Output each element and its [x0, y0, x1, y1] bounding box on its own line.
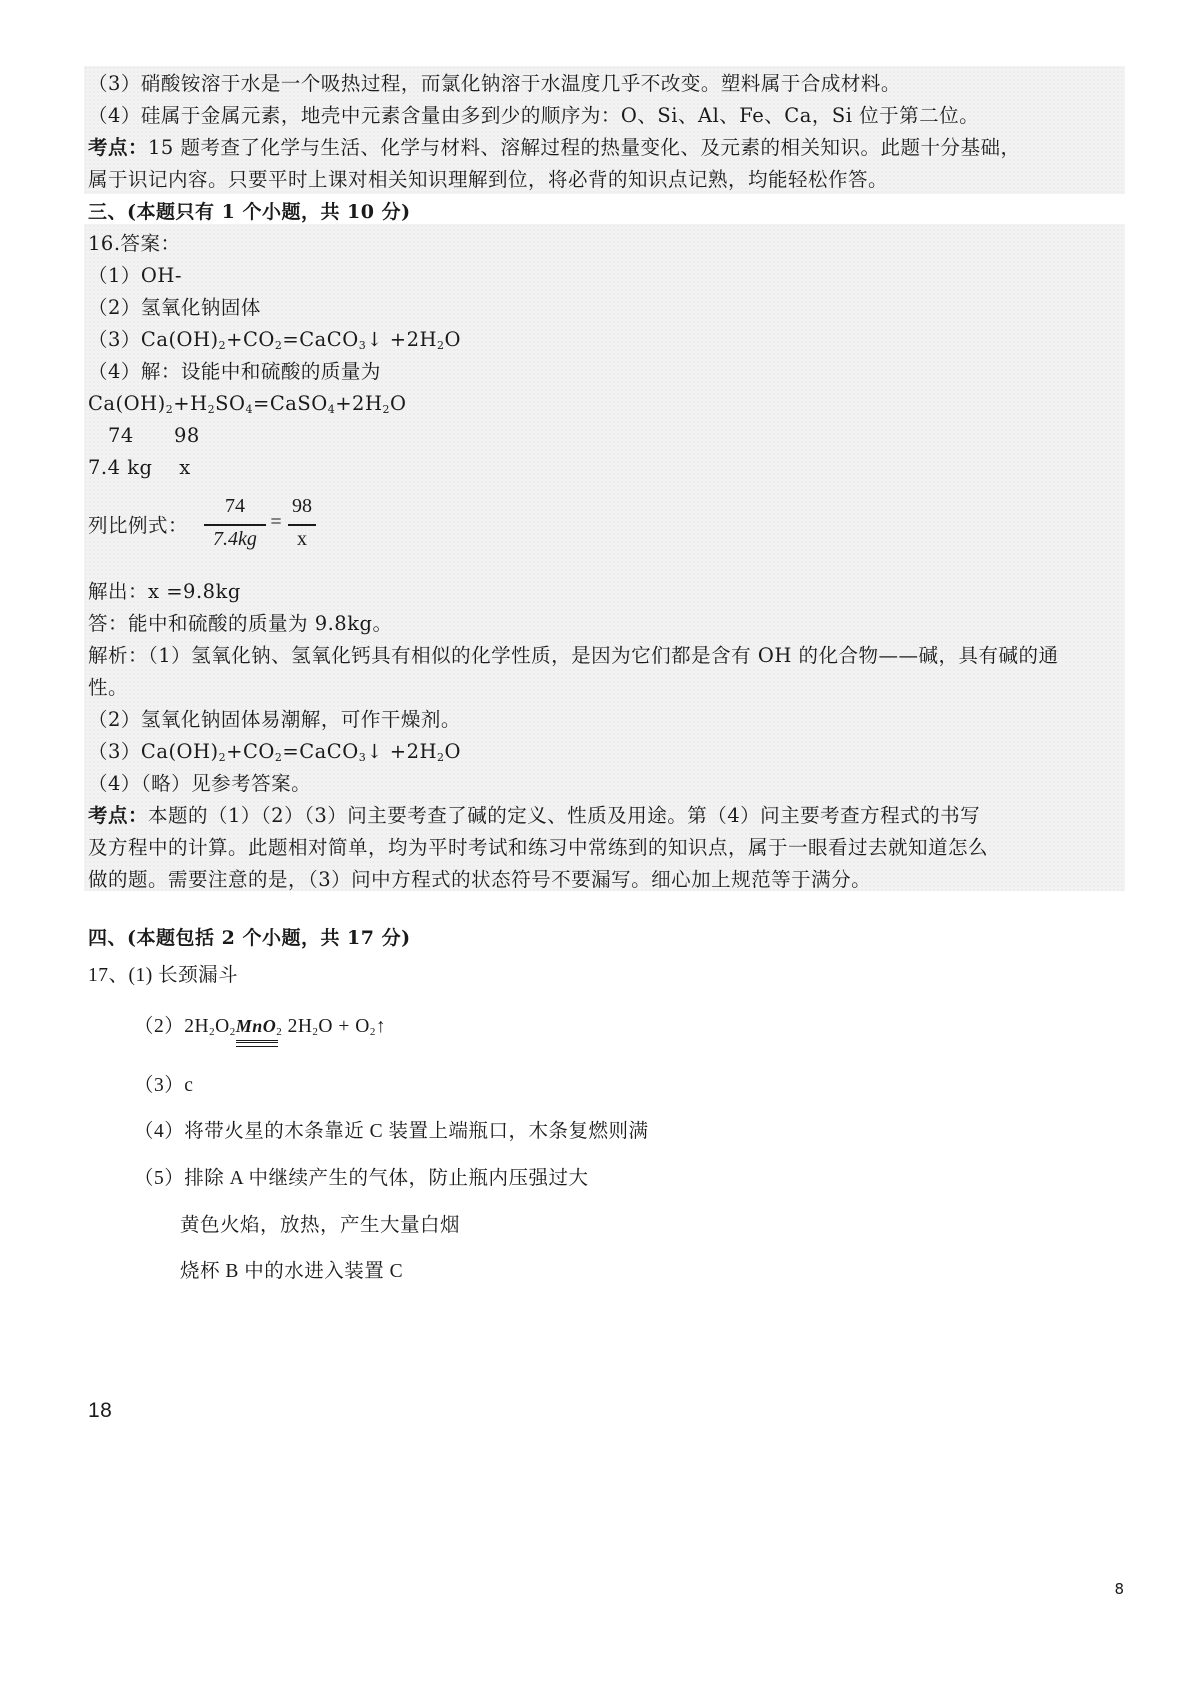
q16-solve: 解出：x =9.8kg — [88, 580, 241, 603]
ratio-denominator-1: 7.4kg — [213, 528, 257, 550]
section-3-heading: 三、(本题只有 1 个小题，共 10 分) — [88, 201, 411, 223]
q17-answer-3: （3）c — [134, 1075, 194, 1096]
q15-kaodian-2: 属于识记内容。只要平时上课对相关知识理解到位，将必背的知识点记熟，均能轻松作答。 — [88, 168, 889, 191]
q15-kaodian — [88, 134, 1021, 162]
molar-mass-row: 74 98 — [108, 424, 200, 447]
q16-analysis-5: （4）（略）见参考答案。 — [88, 772, 312, 795]
kaodian-label: 考点： — [88, 804, 149, 827]
fraction-bar-2 — [288, 524, 316, 526]
q16-answer: 答：能中和硫酸的质量为 9.8kg。 — [88, 612, 393, 635]
q16-analysis-2: 性。 — [88, 676, 129, 699]
q17-answer-1: 17、(1) 长颈漏斗 — [88, 965, 239, 986]
q17-answer-2: $(2)2H_2O_2MnO_2$ $2H_2O$ + $O_2↑$ — [134, 1012, 386, 1041]
q16-answer-2: （2）氢氧化钠固体 — [88, 296, 261, 319]
q17-answer-5-line-2: 黄色火焰，放热，产生大量白烟 — [180, 1215, 461, 1236]
q18-label: 18 — [88, 1399, 113, 1422]
q17-answer-5: （5）排除 A 中继续产生的气体，防止瓶内压强过大 — [134, 1168, 589, 1189]
ratio-denominator-2: x — [297, 528, 307, 550]
q16-kaodian-2: 及方程中的计算。此题相对简单，均为平时考试和练习中常练到的知识点，属于一眼看过去就知道怎么 — [88, 836, 989, 859]
ratio-fraction — [204, 495, 324, 565]
given-mass-row: 7.4 kg x — [88, 456, 191, 479]
q16-kaodian-3: 做的题。需要注意的是，（3）问中方程式的状态符号不要漏写。细心加上规范等于满分。 — [88, 868, 872, 891]
kaodian-text: 15 题考查了化学与生活、化学与材料、溶解过程的热量变化、及元素的相关知识。此题十分基础， — [148, 136, 1021, 159]
q16-title: 16.答案： — [88, 232, 181, 255]
kaodian-text: 本题的（1）（2）（3）问主要考查了碱的定义、性质及用途。第（4）问主要考查方程式的书写 — [148, 804, 981, 827]
q16-answer-3: $(3)Ca(OH)_2+CO_2=CaCO_3↓ +2H_2O$ — [88, 328, 462, 352]
q16-analysis-4: $(3)Ca(OH)_2+CO_2=CaCO_3↓ +2H_2O$ — [88, 740, 462, 764]
section-4-heading: 四、(本题包括 2 个小题，共 17 分) — [88, 927, 411, 949]
ratio-label: 列比例式： — [88, 514, 189, 537]
q16-answer-4: （4）解：设能中和硫酸的质量为 — [88, 360, 381, 383]
catalyst-condition: MnO$_2$ — [236, 1012, 283, 1041]
fraction-bar-1 — [204, 524, 266, 526]
gas-arrow: ↑ — [375, 1016, 387, 1037]
q16-analysis-1: 解析：（1）氢氧化钠、氢氧化钙具有相似的化学性质，是因为它们都是含有 OH 的化合物——碱，具有碱的通 — [88, 644, 1059, 667]
q16-kaodian — [88, 802, 980, 830]
kaodian-label: 考点： — [88, 136, 149, 159]
neutralization-equation: $Ca(OH)_2+H_2SO_4=CaSO_4+2H_2O$ — [88, 392, 407, 416]
ratio-equals: = — [270, 511, 282, 533]
ratio-numerator-1: 74 — [225, 495, 245, 517]
ratio-numerator-2: 98 — [292, 495, 312, 517]
q15-line-4: （4）硅属于金属元素，地壳中元素含量由多到少的顺序为：O、Si、Al、Fe、Ca，Si 位于第二位。 — [88, 104, 980, 127]
q17-answer-5-line-3: 烧杯 B 中的水进入装置 C — [180, 1261, 404, 1282]
q15-line-3: （3）硝酸铵溶于水是一个吸热过程，而氯化钠溶于水温度几乎不改变。塑料属于合成材料。 — [88, 72, 901, 95]
q16-answer-1: （1）OH- — [88, 264, 182, 287]
q16-analysis-3: （2）氢氧化钠固体易潮解，可作干燥剂。 — [88, 708, 461, 731]
page-number: 8 — [1114, 1580, 1124, 1598]
q17-answer-4: （4）将带火星的木条靠近 C 装置上端瓶口，木条复燃则满 — [134, 1121, 649, 1142]
